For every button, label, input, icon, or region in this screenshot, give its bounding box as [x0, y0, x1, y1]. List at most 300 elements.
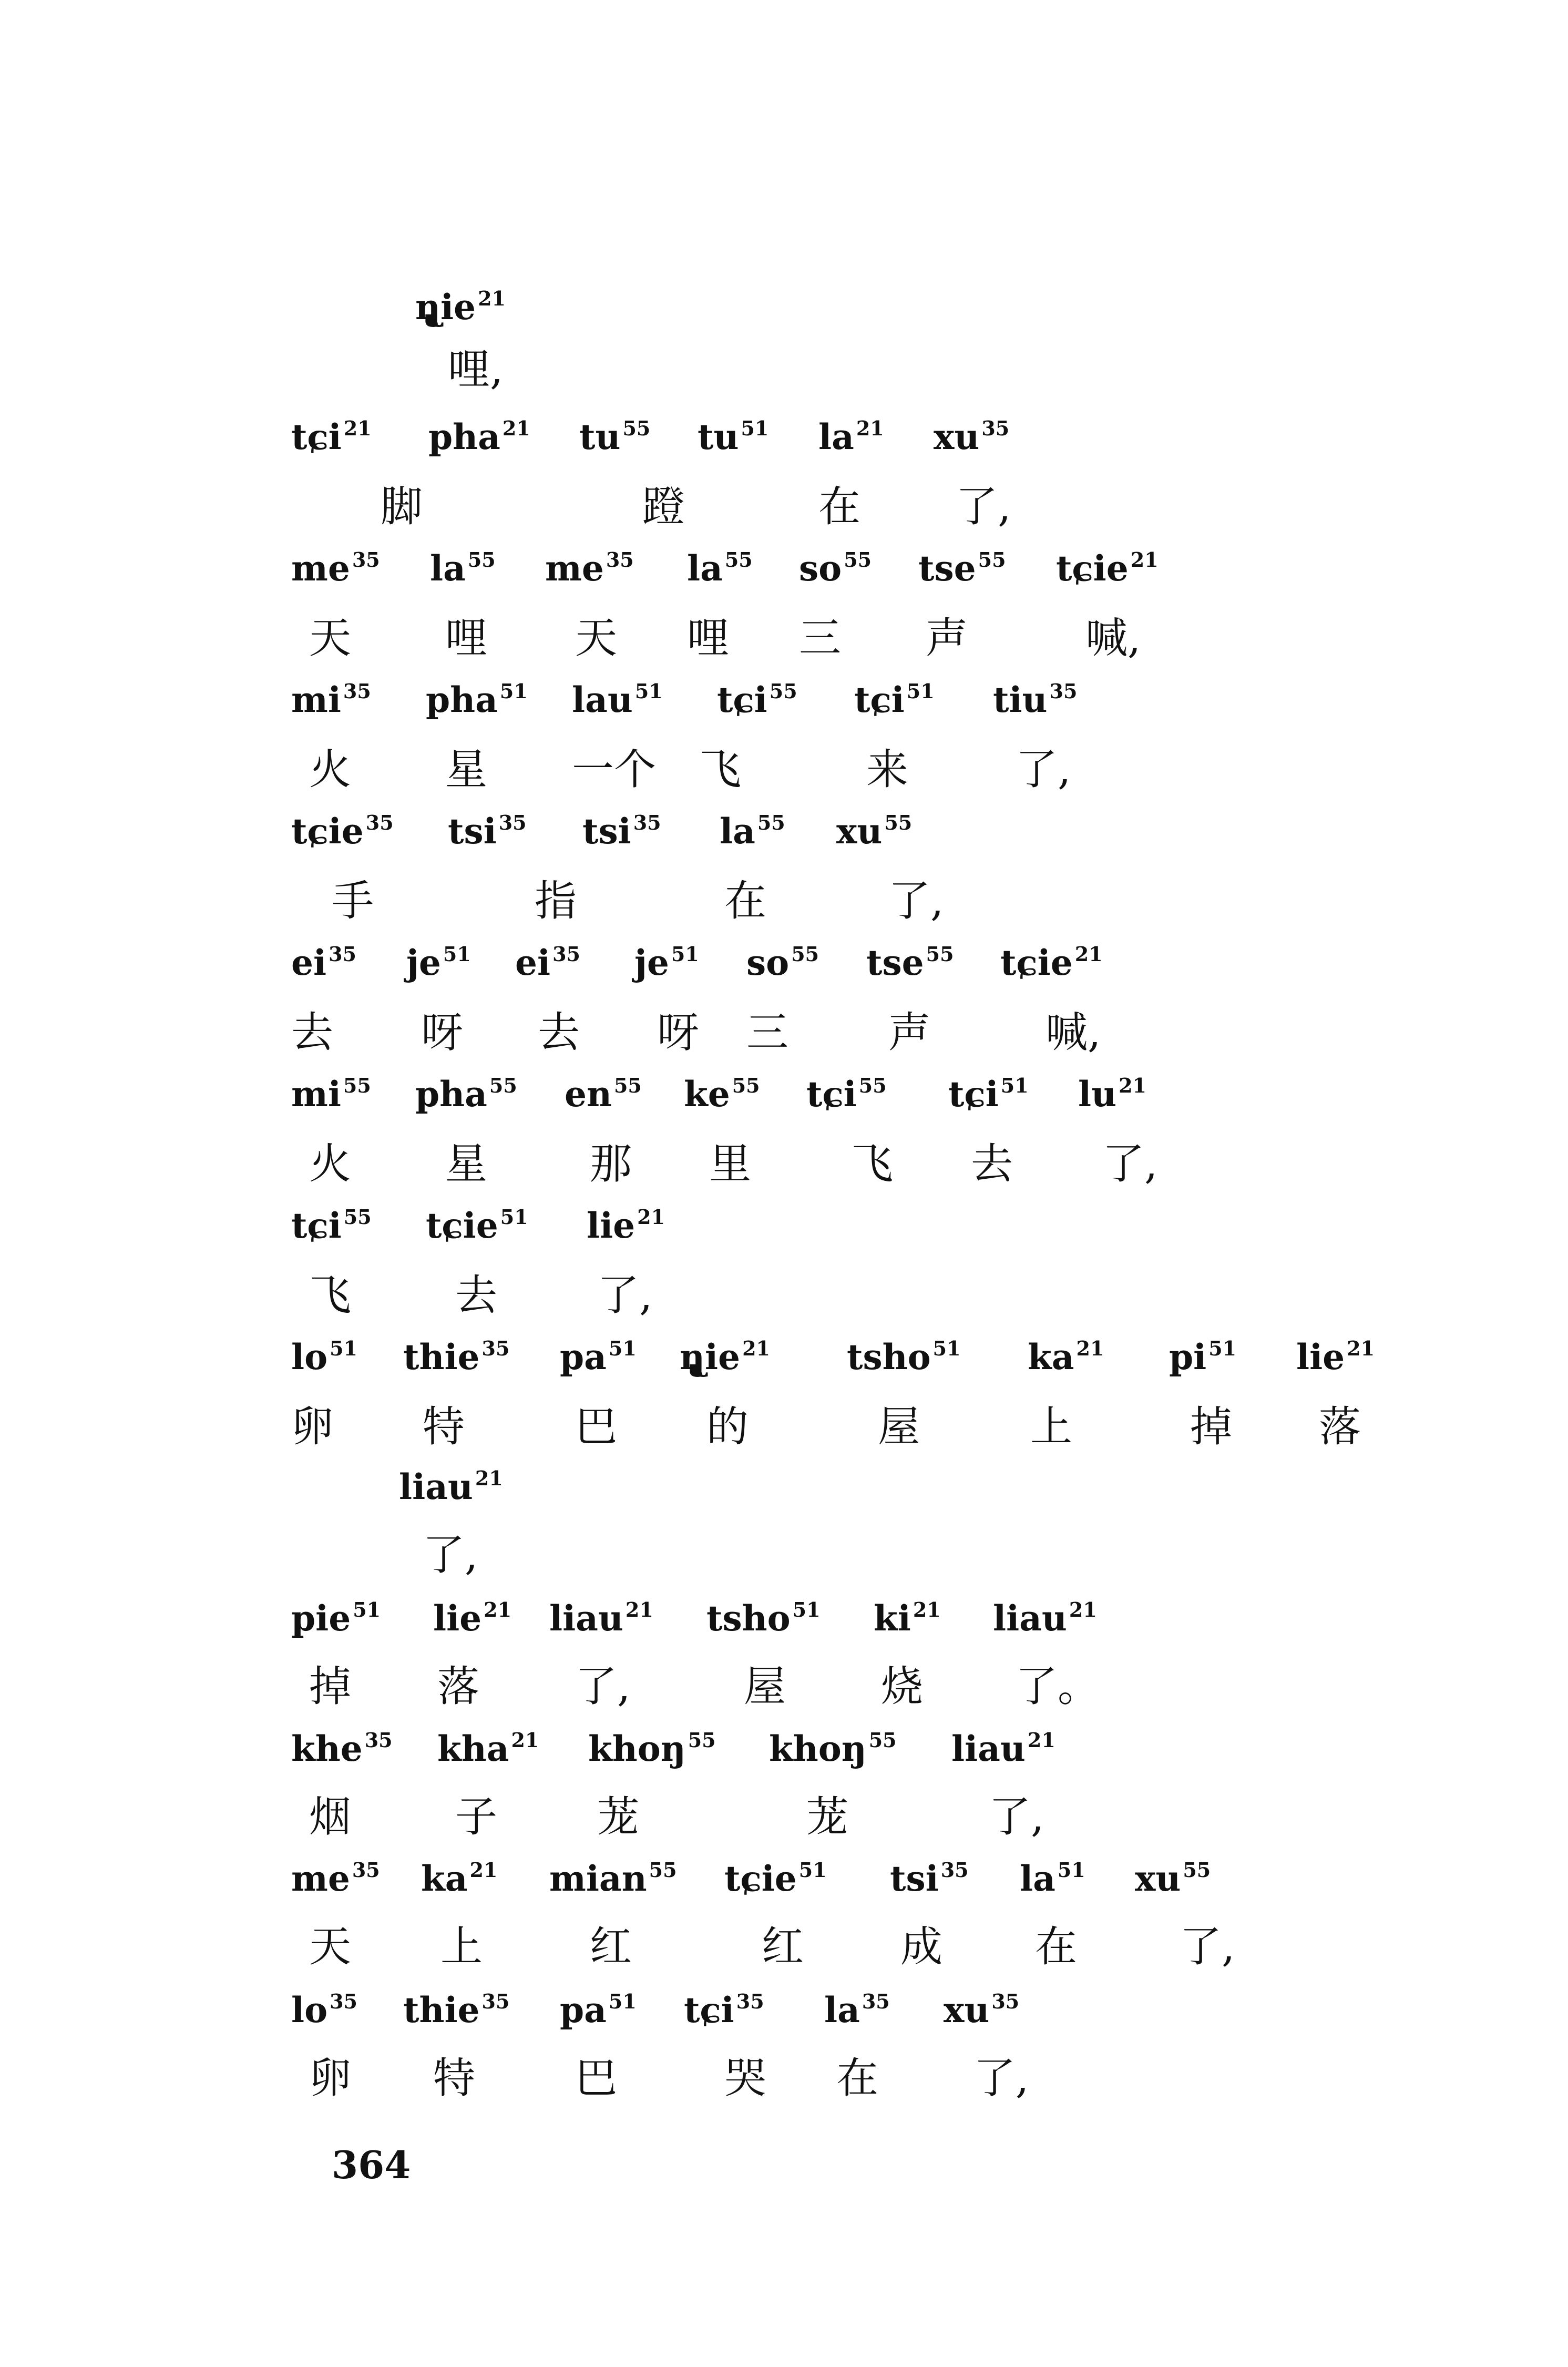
tone-number: 51: [634, 679, 663, 703]
syllable-text: mi: [291, 679, 341, 720]
tone-number: 21: [1069, 1598, 1097, 1621]
tone-number: 35: [606, 548, 634, 572]
tone-number: 55: [489, 1074, 517, 1097]
phonetic-syllable: [724, 1852, 827, 1910]
syllable-text: tse: [866, 942, 924, 983]
syllable-text: thie: [403, 1989, 480, 2031]
syllable-text: ki: [874, 1598, 911, 1639]
chinese-gloss: 哭: [724, 2054, 766, 2103]
tone-number: 21: [502, 416, 530, 440]
tone-number: 35: [633, 811, 661, 834]
tone-number: 21: [1074, 942, 1103, 966]
phonetic-syllable: [426, 674, 528, 731]
syllable-text: tɕi: [291, 416, 342, 457]
phonetic-syllable: [549, 1592, 653, 1650]
syllable-text: pie: [291, 1598, 351, 1639]
phonetic-syllable: [565, 1068, 642, 1126]
chinese-gloss: 指: [535, 876, 577, 925]
tone-number: 35: [498, 811, 527, 834]
chinese-gloss: 三: [799, 614, 841, 662]
syllable-text: xu: [934, 416, 980, 457]
phonetic-syllable: [291, 1331, 357, 1389]
chinese-gloss: 红: [590, 1922, 632, 1971]
phonetic-syllable: [587, 1199, 665, 1257]
chinese-gloss: 了,: [973, 2054, 1029, 2103]
syllable-text: la: [1020, 1858, 1055, 1899]
syllable-text: me: [291, 1858, 350, 1899]
chinese-gloss: 来: [866, 745, 908, 794]
tone-number: 55: [343, 1074, 371, 1097]
phonetic-syllable: [684, 1068, 760, 1126]
phonetic-syllable: [806, 1068, 887, 1126]
tone-number: 21: [625, 1598, 653, 1621]
syllable-text: mian: [549, 1858, 647, 1899]
syllable-text: lu: [1078, 1074, 1117, 1115]
tone-number: 51: [499, 679, 528, 703]
phonetic-syllable: [448, 805, 527, 863]
phonetic-syllable: [430, 542, 496, 600]
tone-number: 35: [981, 416, 1010, 440]
tone-number: 35: [1049, 679, 1078, 703]
syllable-text: je: [406, 942, 441, 983]
phonetic-syllable: [1135, 1852, 1211, 1910]
phonetic-syllable: [769, 1722, 897, 1780]
tone-number: 21: [511, 1728, 539, 1752]
chinese-gloss: 上: [440, 1922, 483, 1971]
tone-number: 55: [926, 942, 954, 966]
tone-number: 35: [343, 679, 371, 703]
phonetic-syllable: [291, 805, 394, 863]
chinese-gloss: 喊,: [1046, 1008, 1101, 1057]
tone-number: 51: [608, 1989, 637, 2013]
chinese-gloss: 在: [818, 482, 860, 531]
chinese-gloss: 落: [1319, 1402, 1361, 1451]
tone-number: 35: [365, 811, 394, 834]
tone-number: 55: [688, 1728, 716, 1752]
phonetic-syllable: [847, 1331, 961, 1389]
syllable-text: tɕie: [1056, 548, 1129, 589]
phonetic-syllable: [291, 674, 371, 731]
phonetic-syllable: [746, 936, 819, 994]
phonetic-syllable: [951, 1722, 1055, 1780]
tone-number: 51: [741, 416, 769, 440]
chinese-gloss: 声: [888, 1008, 930, 1057]
chinese-gloss: 子: [455, 1792, 497, 1841]
tone-number: 21: [478, 287, 506, 310]
tone-number: 21: [343, 416, 372, 440]
phonetic-syllable: [579, 411, 650, 468]
phonetic-syllable: [944, 1984, 1019, 2042]
syllable-text: xu: [944, 1989, 990, 2031]
chinese-gloss: 脚: [381, 482, 423, 531]
phonetic-syllable: [415, 1068, 517, 1126]
phonetic-syllable: [403, 1984, 509, 2042]
phonetic-syllable: [428, 411, 530, 468]
chinese-gloss: 哩: [445, 614, 487, 662]
phonetic-syllable: [934, 411, 1009, 468]
tone-number: 21: [475, 1466, 503, 1490]
syllable-text: liau: [951, 1728, 1026, 1769]
phonetic-syllable: [1078, 1068, 1146, 1126]
chinese-gloss: 天: [575, 614, 617, 662]
syllable-text: pa: [560, 1336, 607, 1378]
tone-number: 51: [671, 942, 699, 966]
chinese-gloss: 了。: [1016, 1662, 1100, 1711]
tone-number: 21: [1119, 1074, 1146, 1097]
chinese-gloss: 喊,: [1085, 614, 1141, 662]
syllable-text: lie: [433, 1598, 482, 1639]
phonetic-syllable: [291, 411, 372, 468]
syllable-text: tu: [579, 416, 621, 457]
chinese-gloss: 去: [538, 1008, 580, 1057]
syllable-text: lau: [572, 679, 633, 720]
chinese-gloss: 了,: [1180, 1922, 1235, 1971]
syllable-text: ei: [291, 942, 327, 983]
tone-number: 55: [649, 1858, 677, 1882]
syllable-text: lo: [291, 1989, 328, 2031]
tone-number: 51: [443, 942, 471, 966]
tone-number: 51: [500, 1205, 528, 1229]
chinese-gloss: 在: [724, 876, 766, 925]
chinese-gloss: 里: [709, 1139, 751, 1188]
syllable-text: kha: [437, 1728, 509, 1769]
syllable-text: ei: [515, 942, 551, 983]
chinese-gloss: 去: [291, 1008, 333, 1057]
phonetic-syllable: [874, 1592, 941, 1650]
syllable-text: tɕi: [684, 1989, 734, 2031]
tone-number: 51: [608, 1336, 637, 1360]
syllable-text: tsi: [890, 1858, 939, 1899]
phonetic-syllable: [1000, 936, 1103, 994]
phonetic-syllable: [291, 936, 356, 994]
syllable-text: tɕi: [948, 1074, 999, 1115]
phonetic-syllable: [560, 1331, 637, 1389]
chinese-gloss: 红: [762, 1922, 804, 1971]
tone-number: 55: [884, 811, 913, 834]
phonetic-syllable: [720, 805, 785, 863]
phonetic-syllable: [634, 936, 699, 994]
page-number: 364: [332, 2142, 411, 2187]
phonetic-syllable: [824, 1984, 890, 2042]
chinese-gloss: 卵: [291, 1402, 333, 1451]
chinese-gloss: 了,: [423, 1531, 478, 1579]
syllable-text: pha: [428, 416, 500, 457]
chinese-gloss: 天: [309, 614, 351, 662]
phonetic-syllable: [406, 936, 471, 994]
chinese-gloss: 特: [433, 2054, 475, 2103]
syllable-text: pha: [426, 679, 498, 720]
phonetic-syllable: [818, 411, 884, 468]
phonetic-syllable: [1169, 1331, 1236, 1389]
syllable-text: tse: [918, 548, 976, 589]
chinese-gloss: 上: [1030, 1402, 1072, 1451]
tone-number: 55: [858, 1074, 887, 1097]
chinese-gloss: 了,: [956, 482, 1011, 531]
phonetic-syllable: [698, 411, 768, 468]
chinese-gloss: 了,: [888, 876, 944, 925]
phonetic-syllable: [890, 1852, 969, 1910]
tone-number: 35: [352, 548, 380, 572]
chinese-gloss: 那: [590, 1139, 632, 1188]
phonetic-syllable: [291, 1852, 380, 1910]
phonetic-syllable: [717, 674, 797, 731]
tone-number: 21: [856, 416, 884, 440]
chinese-gloss: 了,: [597, 1271, 653, 1320]
chinese-gloss: 飞: [309, 1271, 351, 1320]
phonetic-syllable: [515, 936, 580, 994]
chinese-gloss: 火: [309, 1139, 351, 1188]
tone-number: 21: [1130, 548, 1159, 572]
tone-number: 55: [791, 942, 819, 966]
tone-number: 55: [343, 1205, 372, 1229]
syllable-text: tu: [698, 416, 739, 457]
tone-number: 21: [1347, 1336, 1375, 1360]
syllable-text: lo: [291, 1336, 328, 1378]
phonetic-syllable: [588, 1722, 716, 1780]
syllable-text: la: [687, 548, 723, 589]
phonetic-syllable: [684, 1984, 764, 2042]
chinese-gloss: 巴: [575, 2054, 617, 2103]
chinese-gloss: 烟: [309, 1792, 351, 1841]
phonetic-syllable: [854, 674, 935, 731]
chinese-gloss: 哩: [687, 614, 729, 662]
phonetic-syllable: [993, 674, 1077, 731]
syllable-text: ɳ̢ie: [415, 287, 476, 328]
chinese-gloss: 蹬: [642, 482, 684, 531]
tone-number: 55: [732, 1074, 760, 1097]
chinese-gloss: 掉: [309, 1662, 351, 1711]
tone-number: 55: [757, 811, 785, 834]
tone-number: 55: [613, 1074, 642, 1097]
phonetic-syllable: [291, 1592, 381, 1650]
chinese-gloss: 在: [836, 2054, 878, 2103]
phonetic-syllable: [403, 1331, 509, 1389]
phonetic-syllable: [545, 542, 634, 600]
chinese-gloss: 屋: [878, 1402, 920, 1451]
syllable-text: tɕi: [717, 679, 767, 720]
syllable-text: ke: [684, 1074, 730, 1115]
tone-number: 55: [978, 548, 1006, 572]
tone-number: 51: [1057, 1858, 1085, 1882]
phonetic-syllable: [1296, 1331, 1375, 1389]
chinese-gloss: 飞: [851, 1139, 893, 1188]
syllable-text: tiu: [993, 679, 1048, 720]
phonetic-syllable: [836, 805, 912, 863]
syllable-text: tɕi: [291, 1205, 342, 1246]
chinese-gloss: 呀: [657, 1008, 699, 1057]
phonetic-syllable: [572, 674, 663, 731]
phonetic-syllable: [1056, 542, 1159, 600]
phonetic-syllable: [291, 1984, 357, 2042]
syllable-text: so: [799, 548, 842, 589]
syllable-text: tɕie: [1000, 942, 1073, 983]
chinese-gloss: 声: [926, 614, 968, 662]
phonetic-syllable: [399, 1461, 503, 1518]
chinese-gloss-line: [0, 2049, 1568, 2128]
phonetic-syllable: [706, 1592, 821, 1650]
syllable-text: ɳ̢ie: [680, 1336, 741, 1378]
tone-number: 35: [940, 1858, 969, 1882]
chinese-gloss: 手: [332, 876, 374, 925]
syllable-text: xu: [836, 811, 883, 852]
syllable-text: tɕie: [724, 1858, 797, 1899]
tone-number: 51: [330, 1336, 357, 1360]
tone-number: 21: [1027, 1728, 1055, 1752]
tone-number: 35: [330, 1989, 357, 2013]
syllable-text: me: [291, 548, 350, 589]
phonetic-syllable: [426, 1199, 528, 1257]
phonetic-syllable: [680, 1331, 770, 1389]
chinese-gloss: 烧: [881, 1662, 923, 1711]
phonetic-syllable: [415, 281, 506, 339]
chinese-gloss: 飞: [699, 745, 741, 794]
phonetic-syllable: [291, 1722, 393, 1780]
phonetic-syllable: [918, 542, 1006, 600]
tone-number: 51: [798, 1858, 827, 1882]
syllable-text: pha: [415, 1074, 487, 1115]
phonetic-syllable: [560, 1984, 637, 2042]
tone-number: 35: [329, 942, 356, 966]
syllable-text: liau: [993, 1598, 1067, 1639]
chinese-gloss: 了,: [1016, 745, 1071, 794]
syllable-text: tsho: [706, 1598, 791, 1639]
tone-number: 35: [481, 1336, 510, 1360]
chinese-gloss: 了,: [575, 1662, 631, 1711]
phonetic-syllable: [866, 936, 954, 994]
phonetic-syllable: [291, 542, 380, 600]
chinese-gloss: 屋: [744, 1662, 786, 1711]
syllable-text: tɕi: [854, 679, 905, 720]
phonetic-syllable: [433, 1592, 511, 1650]
syllable-text: lie: [587, 1205, 636, 1246]
syllable-text: pi: [1169, 1336, 1207, 1378]
chinese-gloss: 在: [1035, 1922, 1077, 1971]
syllable-text: tsho: [847, 1336, 931, 1378]
syllable-text: la: [720, 811, 755, 852]
chinese-gloss: 一个: [572, 745, 656, 794]
syllable-text: tɕie: [291, 811, 364, 852]
chinese-gloss: 茏: [597, 1792, 639, 1841]
syllable-text: lie: [1296, 1336, 1345, 1378]
syllable-text: thie: [403, 1336, 480, 1378]
tone-number: 51: [792, 1598, 821, 1621]
tone-number: 55: [844, 548, 872, 572]
syllable-text: tɕie: [426, 1205, 498, 1246]
chinese-gloss-line: [0, 341, 1568, 420]
phonetic-syllable: [291, 1199, 372, 1257]
tone-number: 21: [742, 1336, 770, 1360]
syllable-text: liau: [399, 1466, 473, 1507]
phonetic-syllable: [291, 1068, 371, 1126]
phonetic-syllable: [549, 1852, 677, 1910]
phonetic-syllable: [948, 1068, 1029, 1126]
syllable-text: ka: [1028, 1336, 1074, 1378]
syllable-text: tsi: [582, 811, 631, 852]
chinese-gloss: 了,: [1102, 1139, 1158, 1188]
syllable-text: la: [824, 1989, 860, 2031]
syllable-text: khoŋ: [588, 1728, 686, 1769]
chinese-gloss: 的: [706, 1402, 749, 1451]
syllable-text: khe: [291, 1728, 363, 1769]
chinese-gloss: 去: [455, 1271, 497, 1320]
phonetic-syllable: [993, 1592, 1097, 1650]
tone-number: 55: [622, 416, 651, 440]
phonetic-syllable: [421, 1852, 497, 1910]
chinese-gloss: 卵: [309, 2054, 351, 2103]
tone-number: 51: [932, 1336, 961, 1360]
chinese-gloss: 星: [445, 745, 487, 794]
chinese-gloss: 了,: [989, 1792, 1044, 1841]
tone-number: 51: [906, 679, 935, 703]
tone-number: 51: [1208, 1336, 1237, 1360]
chinese-gloss: 火: [309, 745, 351, 794]
phonetic-syllable: [437, 1722, 539, 1780]
syllable-text: la: [818, 416, 854, 457]
tone-number: 35: [364, 1728, 393, 1752]
syllable-text: je: [634, 942, 669, 983]
chinese-gloss: 星: [445, 1139, 487, 1188]
syllable-text: ka: [421, 1858, 468, 1899]
tone-number: 55: [467, 548, 496, 572]
tone-number: 21: [913, 1598, 941, 1621]
chinese-gloss: 天: [309, 1922, 351, 1971]
tone-number: 21: [469, 1858, 498, 1882]
chinese-gloss: 茏: [806, 1792, 848, 1841]
tone-number: 35: [862, 1989, 890, 2013]
syllable-text: liau: [549, 1598, 623, 1639]
phonetic-syllable: [1020, 1852, 1085, 1910]
chinese-gloss: 去: [971, 1139, 1013, 1188]
tone-number: 35: [991, 1989, 1020, 2013]
tone-number: 35: [552, 942, 580, 966]
chinese-gloss: 三: [746, 1008, 788, 1057]
syllable-text: mi: [291, 1074, 341, 1115]
tone-number: 55: [868, 1728, 897, 1752]
syllable-text: khoŋ: [769, 1728, 867, 1769]
chinese-gloss: 掉: [1190, 1402, 1232, 1451]
syllable-text: xu: [1135, 1858, 1181, 1899]
syllable-text: la: [430, 548, 466, 589]
syllable-text: so: [746, 942, 790, 983]
chinese-gloss: 成: [900, 1922, 942, 1971]
tone-number: 21: [637, 1205, 665, 1229]
tone-number: 55: [1183, 1858, 1211, 1882]
tone-number: 51: [1000, 1074, 1029, 1097]
tone-number: 21: [1076, 1336, 1104, 1360]
syllable-text: me: [545, 548, 604, 589]
syllable-text: pa: [560, 1989, 607, 2031]
chinese-gloss: 落: [437, 1662, 479, 1711]
syllable-text: en: [565, 1074, 612, 1115]
chinese-gloss: 呀: [421, 1008, 463, 1057]
phonetic-syllable: [1028, 1331, 1104, 1389]
tone-number: 21: [484, 1598, 512, 1621]
phonetic-syllable: [687, 542, 753, 600]
tone-number: 55: [769, 679, 797, 703]
tone-number: 55: [724, 548, 753, 572]
syllable-text: tɕi: [806, 1074, 857, 1115]
tone-number: 51: [353, 1598, 381, 1621]
syllable-text: tsi: [448, 811, 497, 852]
chinese-gloss: 特: [423, 1402, 465, 1451]
phonetic-syllable: [582, 805, 661, 863]
phonetic-syllable: [799, 542, 872, 600]
tone-number: 35: [736, 1989, 764, 2013]
chinese-gloss: 哩,: [448, 345, 504, 394]
tone-number: 35: [352, 1858, 380, 1882]
chinese-gloss: 巴: [575, 1402, 617, 1451]
tone-number: 35: [481, 1989, 510, 2013]
